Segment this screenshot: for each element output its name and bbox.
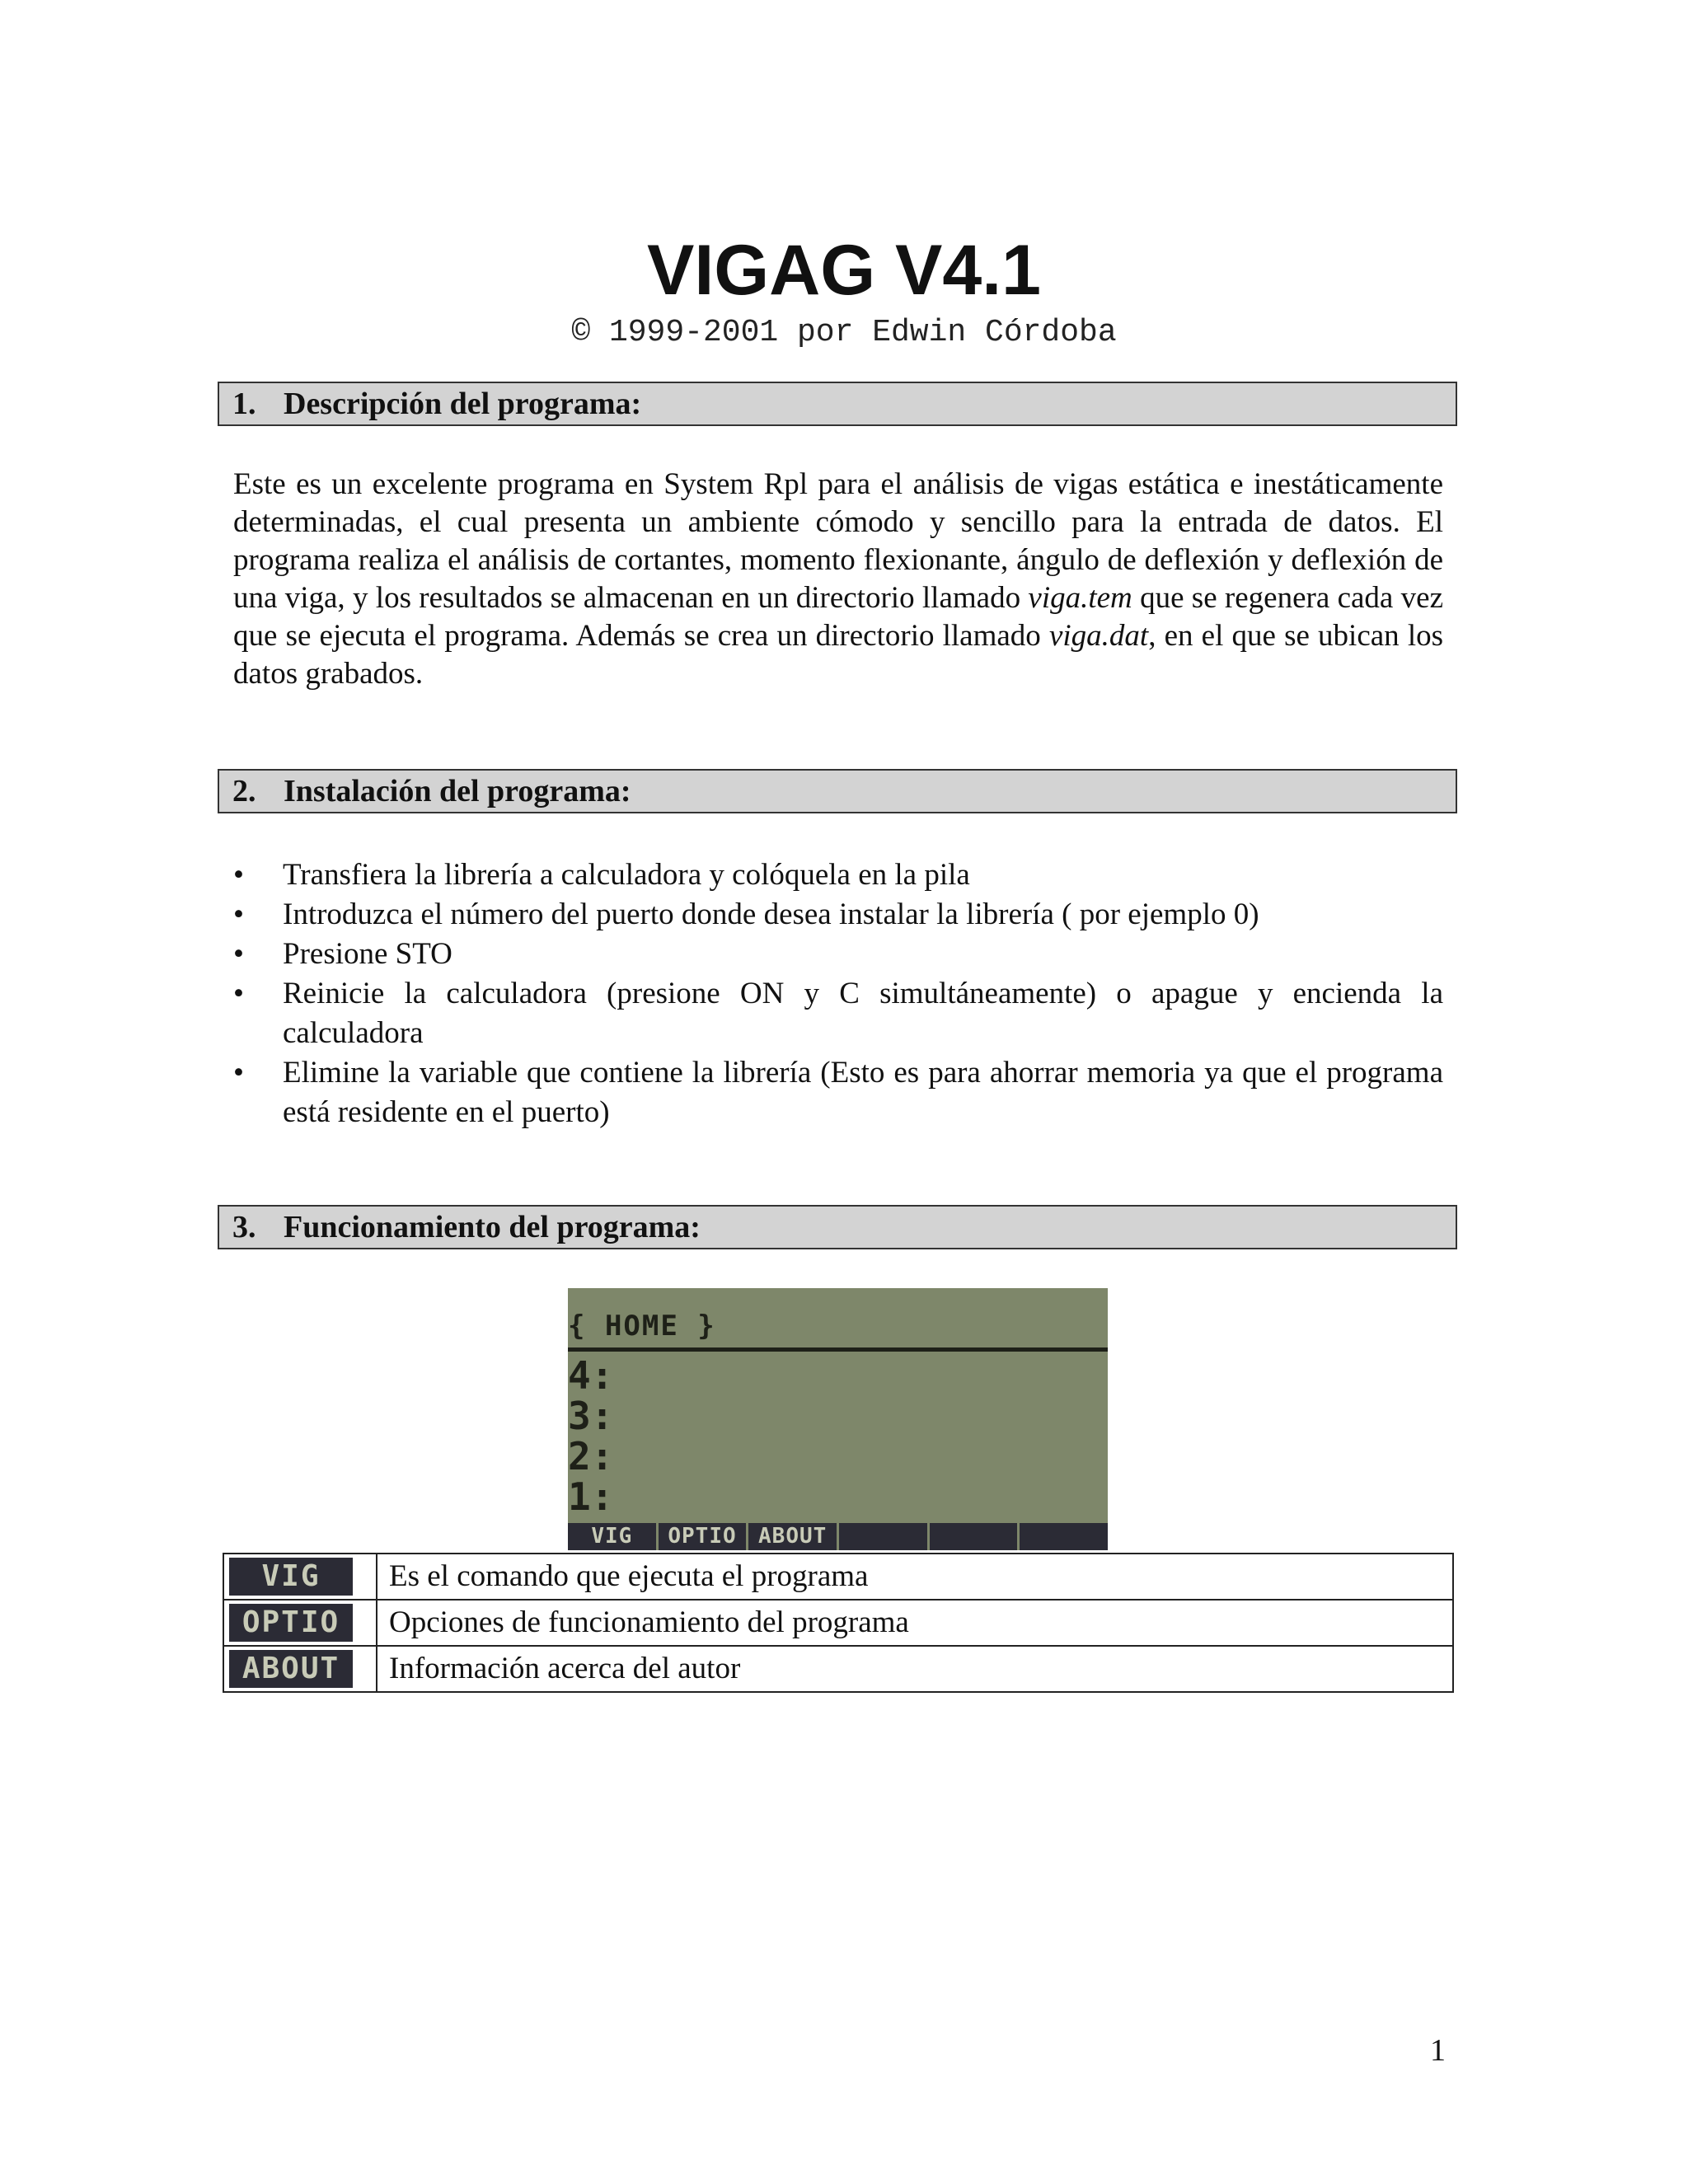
table-row: [223, 1600, 1453, 1646]
bullet-icon: •: [233, 937, 244, 971]
bullet-icon: •: [233, 898, 244, 931]
header-divider: [568, 1347, 1108, 1352]
directory-name-dat: viga.dat: [1048, 619, 1149, 653]
list-item: • Elimine la variable que contiene la librería (Esto es para ahorrar memoria ya que el programa está residente en el puerto): [233, 1053, 1443, 1132]
section-title: Funcionamiento del programa:: [284, 1210, 701, 1244]
section-title: Descripción del programa:: [284, 387, 642, 421]
section-number: 2.: [232, 774, 256, 808]
stack-level-2: 2:: [568, 1434, 614, 1479]
stack-level-3: 3:: [568, 1394, 614, 1438]
optio-key-icon: OPTIO: [229, 1604, 353, 1642]
directory-name-tem: viga.tem: [1028, 581, 1132, 615]
section-title: Instalación del programa:: [284, 774, 631, 808]
softkey-empty[interactable]: [1020, 1523, 1108, 1550]
page-number: 1: [1430, 2033, 1446, 2068]
section-number: 3.: [232, 1210, 256, 1244]
softkey-empty[interactable]: [930, 1523, 1020, 1550]
document-title: VIGAG V4.1: [647, 231, 1041, 310]
description-paragraph: Este es un excelente programa en System Rpl para el análisis de vigas estática e inestáticamente determinadas, el cual presenta un ambiente cómodo y sencillo para la entrada de datos. El programa realiza el análisis de cortantes, momento flexionante, ángulo de deflexión y deflexión de una viga, y los resultados se almacenan en un directorio llamado viga.tem que se regenera cada vez que se ejecuta el programa. Además se crea un directorio llamado viga.dat, en el que se ubican los datos grabados.: [233, 467, 1443, 691]
calculator-screen: [568, 1288, 1108, 1550]
bullet-icon: •: [233, 858, 244, 892]
commands-table: [223, 1553, 1454, 1693]
list-item: • Presione STO: [233, 935, 1443, 974]
command-description: Opciones de funcionamiento del programa: [377, 1600, 1453, 1646]
stack-level-4: 4:: [568, 1353, 614, 1398]
table-row: [223, 1646, 1453, 1692]
stack-level-1: 1:: [568, 1474, 614, 1519]
section-heading-installation: [218, 769, 1457, 813]
table-row: [223, 1554, 1453, 1600]
list-item: • Transfiera la librería a calculadora y colóquela en la pila: [233, 855, 1443, 895]
command-description: Es el comando que ejecuta el programa: [377, 1554, 1453, 1600]
installation-steps-list: [233, 855, 1443, 1132]
directory-header: { HOME }: [568, 1310, 716, 1343]
softkey-about[interactable]: ABOUT: [748, 1523, 839, 1550]
softkey-empty[interactable]: [839, 1523, 930, 1550]
command-description: Información acerca del autor: [377, 1646, 1453, 1692]
bullet-icon: •: [233, 1056, 244, 1090]
list-item: • Introduzca el número del puerto donde desea instalar la librería ( por ejemplo 0): [233, 895, 1443, 935]
section-heading-description: [218, 382, 1457, 426]
softkey-menu: [568, 1523, 1108, 1550]
command-key-cell: [223, 1646, 377, 1692]
list-item: • Reinicie la calculadora (presione ON y C simultáneamente) o apague y encienda la calculadora: [233, 974, 1443, 1053]
copyright-line: © 1999-2001 por Edwin Córdoba: [571, 315, 1117, 350]
section-heading-operation: [218, 1205, 1457, 1249]
vig-key-icon: VIG: [229, 1558, 353, 1596]
command-key-cell: [223, 1554, 377, 1600]
softkey-vig[interactable]: VIG: [568, 1523, 659, 1550]
bullet-icon: •: [233, 977, 244, 1010]
softkey-optio[interactable]: OPTIO: [659, 1523, 749, 1550]
command-key-cell: [223, 1600, 377, 1646]
section-number: 1.: [232, 387, 256, 421]
about-key-icon: ABOUT: [229, 1650, 353, 1688]
